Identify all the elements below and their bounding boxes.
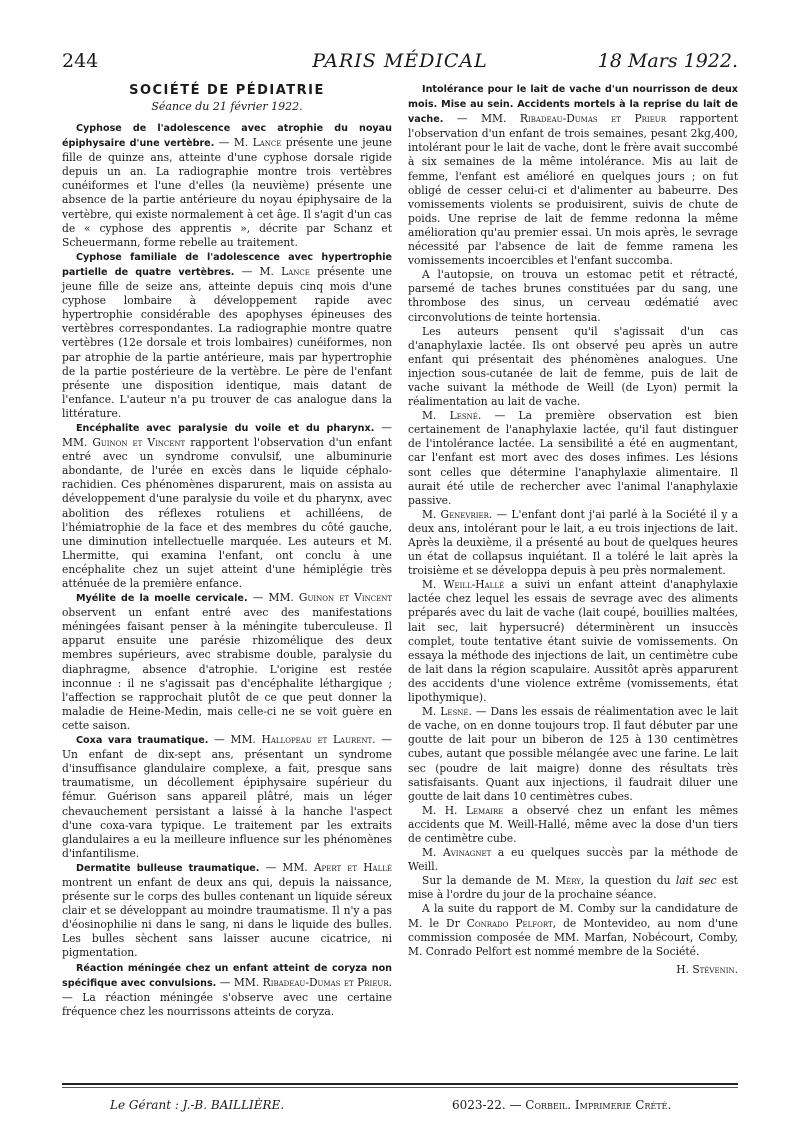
footer-rule: [62, 1083, 738, 1085]
speaker-name: M. Avinagnet: [422, 846, 492, 860]
author-name: Ribadeau-Dumas et Prieur: [519, 112, 666, 126]
discussion-paragraph: [408, 409, 738, 508]
text-run: Sur la demande de M.: [422, 874, 556, 888]
issue-date: 18 Mars 1922.: [597, 50, 738, 72]
speaker-name: M. Genevrier.: [422, 507, 493, 521]
paragraph: [408, 902, 738, 958]
speaker-name: M. Lesné.: [422, 409, 482, 423]
article-heading: Myélite de la moelle cervicale.: [76, 593, 248, 605]
dash: — MM.: [259, 860, 314, 874]
dash: — MM.: [247, 591, 299, 605]
article-heading: Cyphose familiale de l'adolescence avec hypertrophie partielle de quatre vertèbres.: [62, 251, 392, 278]
paragraph: A l'autopsie, on trouva un estomac petit et rétracté, parsemé de taches brunes constituées par du sang, une thrombose des sinus, un cerveau œdématié avec circonvolutions de teinte hortensia.: [408, 268, 738, 324]
speaker-name: M. Weill-Hallé: [422, 578, 505, 592]
article-heading: Coxa vara traumatique.: [76, 735, 209, 747]
dash: — MM.: [208, 733, 262, 747]
article-heading: Réaction méningée chez un enfant atteint de coryza non spécifique avec convulsions.: [62, 962, 392, 989]
dash: — M.: [234, 264, 282, 278]
article-paragraph: [62, 591, 392, 733]
author-name: Ribadeau-Dumas et Prieur.: [262, 975, 392, 989]
article-text: — Un enfant de dix-sept ans, présentant un syndrome d'insuffisance glandulaire complexe, a fait, presque sans traumatisme, un décollement épiphysaire supérieur du fémur. Guérison sans appareil plâtré, mais un léger chevauchement persistant a laissé à la hanche l'aspect d'une coxa-vara typique. Le traitement par les extraits glandulaires a eu la meilleure influence sur les phénomènes d'infantilisme.: [62, 733, 392, 860]
discussion-paragraph: [408, 508, 738, 578]
article-text: — La réaction méningée s'observe avec une certaine fréquence chez les nourrissons atteints de coryza.: [62, 990, 392, 1018]
article-paragraph: [62, 250, 392, 421]
article-paragraph: [408, 82, 738, 268]
printer-line: 6023-22. — Corbeil. Imprimerie Crété.: [452, 1098, 672, 1112]
dash: — MM.: [62, 420, 392, 450]
author-name: Lance: [281, 264, 310, 278]
paragraph: Les auteurs pensent qu'il s'agissait d'un cas d'anaphylaxie lactée. Ils ont observé peu après un autre enfant qui présentait des phénomènes analogues. Une injection sous-cutanée de lait de femme, puis de lait de vache suivant la méthode de Weill (de Lyon) permit la réalimentation au lait de vache.: [408, 324, 738, 409]
article-paragraph: [62, 961, 392, 1019]
discussion-paragraph: [408, 804, 738, 846]
discussion-text: a suivi un enfant atteint d'anaphylaxie lactée chez lequel les essais de sevrage avec des aliments préparés avec du lait de vache (lait coupé, bouillies maltées, lait sec, lait hypersucré) déterminèrent un insuccès complet, toute tentative étant suivie de vomissements. On essaya la méthode des injections de lait, un centimètre cube de lait dans la région scapulaire. Aussitôt après apparurent des accidents d'une violence extrême (vomissements, état lipothymique).: [408, 578, 738, 705]
speaker-name: Méry: [555, 874, 581, 888]
article-paragraph: [62, 733, 392, 861]
discussion-paragraph: [408, 705, 738, 804]
text-run: est mise à l'ordre du jour de la prochaine séance.: [408, 874, 738, 902]
text-run: , la question du: [580, 874, 676, 888]
author-name: Lance: [252, 136, 282, 150]
speaker-name: M. Lesné.: [422, 705, 472, 719]
paragraph: [408, 874, 738, 902]
discussion-text: a eu quelques succès par la méthode de Weill.: [408, 846, 738, 874]
author-name: Guinon et Vincent: [298, 591, 392, 605]
article-text: rapportent l'observation d'un enfant de trois semaines, pesant 2kg,400, intolérant pour le lait de vache, dont le frère avait succombé à six semaines de la même intolérance. Mis au lait de femme, l'enfant est amélioré en quelques jours ; on fut obligé de cesser celui-ci et d'alimenter au babeurre. Des vomissements violents se produisirent, suivis de chute de poids. Une reprise de lait de femme redonna la même amélioration qu'au premier essai. Un mois après, le sevrage nécessité par l'absence de lait de femme ramena les vomissements incoercibles et l'enfant succomba.: [408, 112, 738, 268]
article-heading: Cyphose de l'adolescence avec atrophie du noyau épiphysaire d'une vertèbre.: [62, 123, 392, 150]
dash: — M.: [214, 136, 253, 150]
article-text: observent un enfant entré avec des manifestations méningées faisant penser à la méningite tuberculeuse. Il apparut ensuite une parésie rhizomélique des deux membres supérieurs, avec strabisme double, paralysie du diaphragme, absence d'atrophie. L'origine est restée inconnue : il ne s'agissait pas d'encéphalite léthargique ; l'affection se rapprochait plutôt de ce que peut donner la maladie de Heine-Medin, mais celle-ci ne se voit guère en cette saison.: [62, 606, 392, 732]
article-heading: Encéphalite avec paralysie du voile et du pharynx.: [76, 422, 375, 434]
journal-title: PARIS MÉDICAL: [312, 50, 488, 72]
emphasis: lait sec: [675, 874, 717, 888]
discussion-paragraph: [408, 578, 738, 705]
discussion-text: — Dans les essais de réalimentation avec le lait de vache, on en donne toujours trop. Il faut débuter par une goutte de lait pour un biberon de 125 à 130 centimètres cubes, autant que possible mélangée avec une farine. Le lait sec (poudre de lait maigre) donne des résultats très satisfaisants. Quant aux injections, il faudrait diluer une goutte de lait dans 10 centimètres cubes.: [408, 705, 738, 803]
signature: H. Stévenin.: [676, 962, 738, 976]
discussion-text: — L'enfant dont j'ai parlé à la Société il y a deux ans, intolérant pour le lait, a eu trois injections de lait. Après la deuxième, il a présenté au bout de quelques heures un état de collapsus inquiétant. Il a toléré le lait après la troisième et se développa depuis à peu près normalement.: [408, 507, 738, 578]
text-run: A la suite du rapport de M. Comby sur la candidature de M. le Dr: [408, 902, 738, 930]
speaker-name: Conrado Pelfort: [466, 916, 553, 930]
text-run: , de Montevideo, au nom d'une commission composée de MM. Marfan, Nobécourt, Comby, M. Conrado Pelfort est nommé membre de la Société.: [408, 916, 738, 958]
author-name: Apert et Hallé: [313, 860, 392, 874]
gerant-line: Le Gérant : J.-B. BAILLIÈRE.: [110, 1098, 285, 1112]
article-paragraph: [62, 121, 392, 250]
footer-rule-thin: [62, 1087, 738, 1088]
article-text: présente une jeune fille de seize ans, atteinte depuis cinq mois d'une cyphose lombaire à développement rapide avec hypertrophie considérable des apophyses épineuses des vertèbres correspondantes. La radiographie montre quatre vertèbres (12e dorsale et trois lombaires) cunéiformes, non par atrophie de la partie antérieure, mais par hypertrophie de la partie postérieure de la vertèbre. Le père de l'enfant présente une disposition identique, mais datant de l'enfance. L'auteur n'a pu trouver de cas analogue dans la littérature.: [62, 264, 392, 420]
running-header: [62, 50, 738, 80]
author-name: Hallopeau et Laurent.: [261, 733, 376, 747]
article-text: présente une jeune fille de quinze ans, atteinte d'une cyphose dorsale rigide depuis un an. La radiographie montre trois vertèbres cunéiformes et l'une d'elles (la neuvième) présente une absence de la partie antérieure du noyau épiphysaire de la vertèbre, qui existe normalement à cet âge. Il s'agit d'un cas de « cyphose des apprentis », décrite par Schanz et Scheuermann, forme rebelle au traitement.: [62, 136, 392, 249]
left-column: [62, 82, 392, 1019]
section-title: SOCIÉTÉ DE PÉDIATRIE: [129, 83, 325, 98]
page-footer: [62, 1098, 738, 1118]
article-heading: Intolérance pour le lait de vache d'un nourrisson de deux mois. Mise au sein. Accidents mortels à la reprise du lait de vache.: [408, 84, 738, 126]
speaker-name: M. H. Lemaire: [422, 803, 504, 817]
section-subtitle: Séance du 21 février 1922.: [151, 100, 303, 113]
article-heading: Dermatite bulleuse traumatique.: [76, 862, 260, 874]
article-text: rapportent l'observation d'un enfant entré avec un syndrome convulsif, une albuminurie abondante, de l'urée en excès dans le liquide céphalo-rachidien. Ces phénomènes disparurent, mais on assista au développement d'une paralysie du voile et du pharynx, avec abolition des réflexes rotuliens et achilléens, de l'hémiatrophie de la face et des membres du côté gauche, une diminution intellectuelle marquée. Les auteurs et M. Lhermitte, qui examina l'enfant, ont conclu à une encéphalite chez un sujet atteint d'une hémiplégie très atténuée de la première enfance.: [62, 436, 393, 590]
dash: — MM.: [443, 112, 520, 126]
page-number: 244: [62, 50, 99, 72]
dash: — MM.: [216, 975, 263, 989]
article-paragraph: [62, 861, 392, 961]
discussion-text: — La première observation est bien certainement de l'anaphylaxie lactée, qu'il faut distinguer de l'intolérance lactée. La sensibilité a été en augmentant, car l'enfant est mort avec des doses infimes. Les lésions sont celles que détermine l'anaphylaxie alimentaire. Il aurait été utile de rechercher avec l'animal l'anaphylaxie passive.: [408, 409, 738, 507]
right-column: [408, 82, 738, 977]
discussion-paragraph: [408, 846, 738, 874]
article-paragraph: [62, 421, 392, 591]
discussion-text: a observé chez un enfant les mêmes accidents que M. Weill-Hallé, même avec la dose d'un tiers de centimètre cube.: [408, 803, 738, 845]
article-text: montrent un enfant de deux ans qui, depuis la naissance, présente sur le corps des bulles contenant un liquide séreux clair et se développant au moindre traumatisme. Il n'y a pas d'éosinophilie ni dans le sang, ni dans le liquide des bulles. Les bulles sèchent sans laisser aucune cicatrice, ni pigmentation.: [62, 875, 392, 960]
author-name: Guinon et Vincent: [92, 436, 186, 450]
